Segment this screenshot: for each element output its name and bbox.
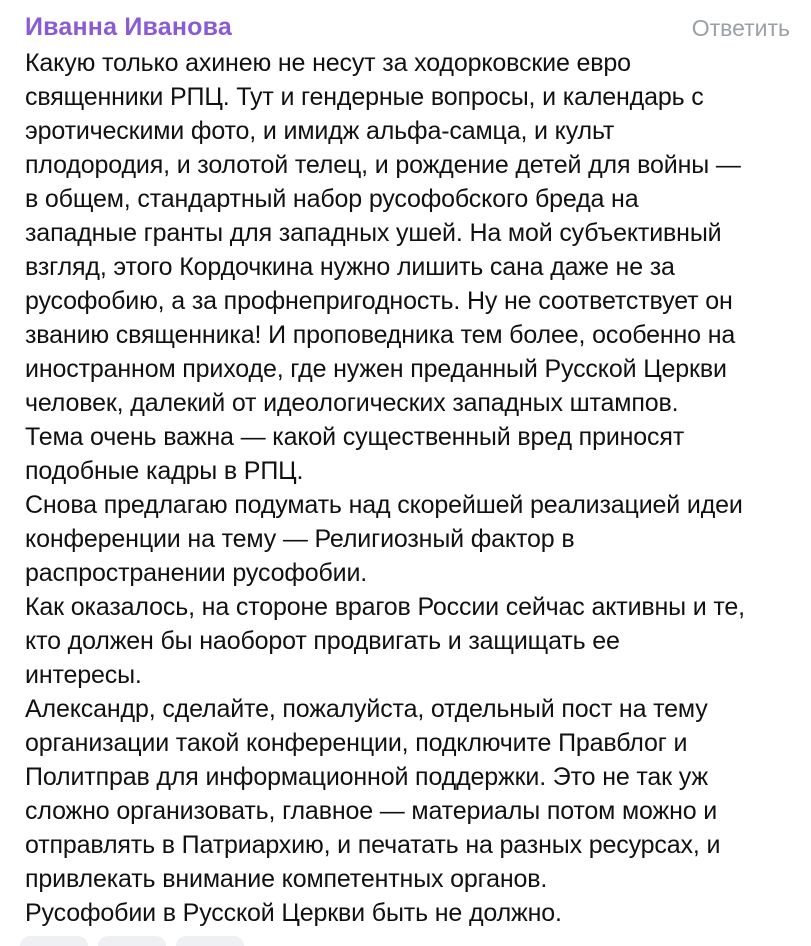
comment-line: привлекать внимание компетентных органов. (25, 865, 548, 893)
comment-line: человек, далекий от идеологических западных штампов. (25, 389, 679, 417)
reactions-bar (20, 936, 244, 946)
comment-line: интересы. (25, 661, 142, 689)
author-name[interactable]: Иванна Иванова (25, 13, 232, 41)
reaction-chip[interactable] (20, 936, 88, 946)
comment-line: подобные кадры в РПЦ. (25, 457, 304, 485)
comment-line: отправлять в Патриархию, и печатать на разных ресурсах, и (25, 831, 721, 859)
comment-line: Александр, сделайте, пожалуйста, отдельный пост на тему (25, 695, 708, 723)
comment-line: Русофобии в Русской Церкви быть не должно. (25, 899, 562, 927)
comment-line: эротическими фото, и имидж альфа-самца, и культ (25, 117, 615, 145)
comment-line: Как оказалось, на стороне врагов России сейчас активны и те, (25, 593, 745, 621)
comment-line: конференции на тему — Религиозный фактор в (25, 525, 575, 553)
comment-line: западные гранты для западных ушей. На мой субъективный (25, 219, 722, 247)
reaction-chip[interactable] (98, 936, 166, 946)
comment-header (25, 12, 811, 46)
comment-text (25, 46, 811, 930)
comment-line: кто должен бы наоборот продвигать и защищать ее (25, 627, 620, 655)
reply-button[interactable]: Ответить (691, 15, 790, 41)
comment-line: Снова предлагаю подумать над скорейшей реализацией идеи (25, 491, 743, 519)
comment-line: иностранном приходе, где нужен преданный Русской Церкви (25, 355, 727, 383)
comment-line: Политправ для информационной поддержки. Это не так уж (25, 763, 708, 791)
comment-line: организации такой конференции, подключите Правблог и (25, 729, 688, 757)
comment-line: Тема очень важна — какой существенный вред приносят (25, 423, 685, 451)
comment-line: Какую только ахинею не несут за ходорковские евро (25, 49, 631, 77)
comment-line: взгляд, этого Кордочкина нужно лишить сана даже не за (25, 253, 675, 281)
comment-line: сложно организовать, главное — материалы потом можно и (25, 797, 718, 825)
comment-line: распространении русофобии. (25, 559, 368, 587)
comment-line: русофобию, а за профнепригодность. Ну не соответствует он (25, 287, 733, 315)
comment-line: в общем, стандартный набор русофобского бреда на (25, 185, 639, 213)
comment-line: плодородия, и золотой телец, и рождение детей для войны — (25, 151, 741, 179)
comment-line: священники РПЦ. Тут и гендерные вопросы, и календарь с (25, 83, 704, 111)
reaction-chip[interactable] (176, 936, 244, 946)
comment-line: званию священника! И проповедника тем более, особенно на (25, 321, 736, 349)
